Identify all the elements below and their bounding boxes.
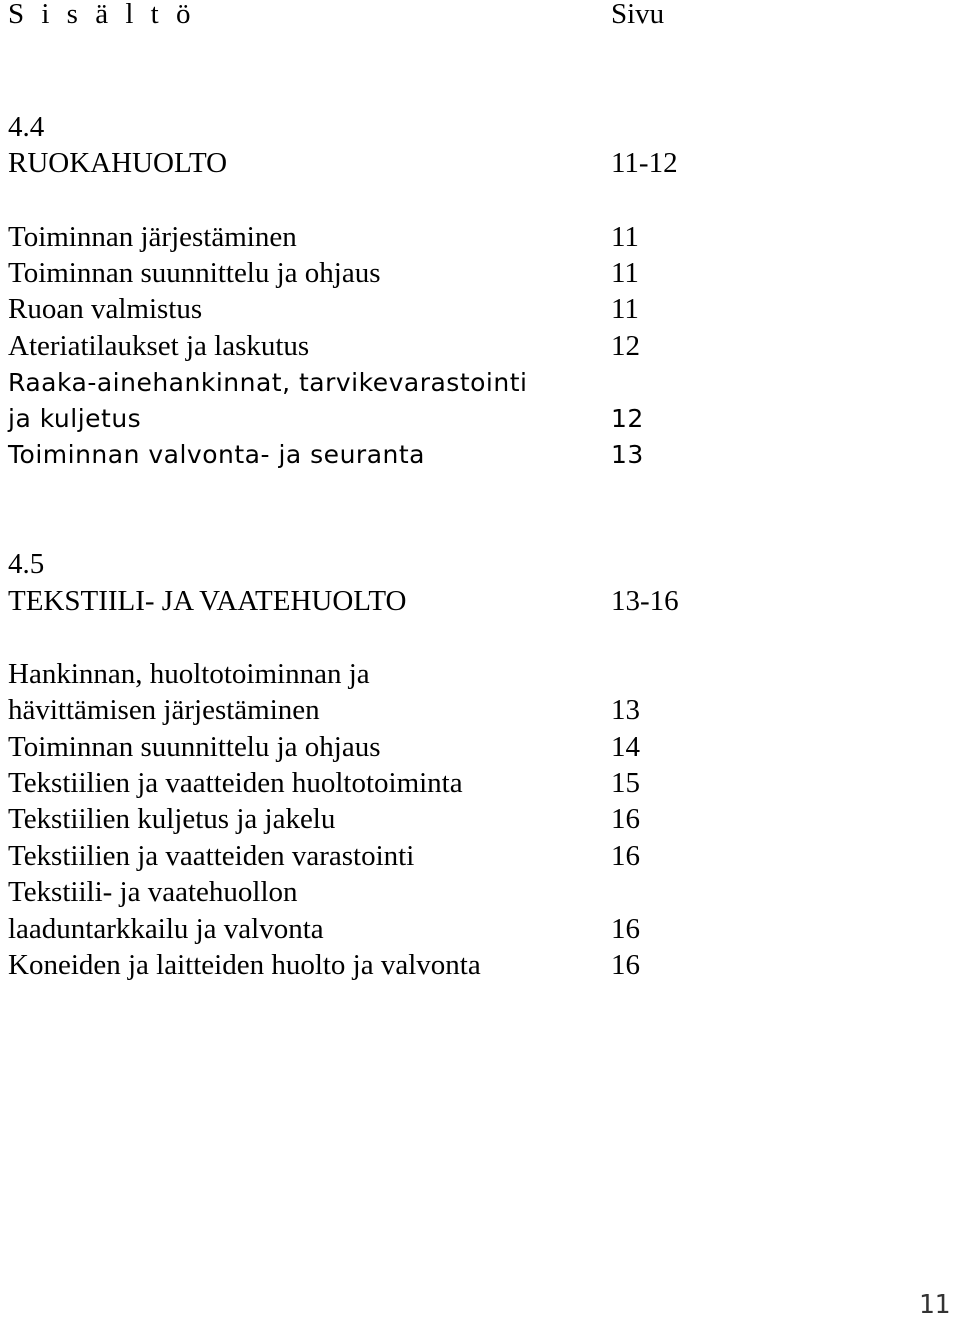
section-title: RUOKAHUOLTO [8,147,228,179]
section-title: TEKSTIILI- JA VAATEHUOLTO [8,585,407,617]
toc-entry: Hankinnan, huoltotoiminnan ja [8,658,370,690]
toc-entry-page: 12 [611,404,644,433]
toc-entry: hävittämisen järjestäminen [8,694,320,726]
toc-entry: Toiminnan suunnittelu ja ohjaus [8,731,381,763]
toc-entry-page: 12 [611,330,640,362]
toc-entry: Toiminnan valvonta- ja seuranta [8,440,425,469]
toc-entry: Tekstiilien ja vaatteiden varastointi [8,840,415,872]
toc-entry: Tekstiilien kuljetus ja jakelu [8,803,336,835]
toc-entry-page: 11 [611,293,639,325]
page-column-label: Sivu [611,0,665,30]
section-pages: 13-16 [611,585,679,617]
toc-entry-page: 13 [611,694,640,726]
toc-entry: Tekstiili- ja vaatehuollon [8,876,298,908]
toc-entry: Toiminnan järjestäminen [8,221,297,253]
toc-entry-page: 16 [611,913,640,945]
toc-entry-page: 15 [611,767,640,799]
toc-entry: Koneiden ja laitteiden huolto ja valvonta [8,949,481,981]
toc-entry-page: 16 [611,949,640,981]
section-number: 4.5 [8,548,45,580]
toc-entry-page: 16 [611,840,640,872]
toc-entry-page: 13 [611,440,644,469]
section-pages: 11-12 [611,147,678,179]
toc-title: S i s ä l t ö [8,0,196,30]
toc-entry-page: 14 [611,731,640,763]
toc-entry: Ruoan valmistus [8,293,203,325]
toc-entry: ja kuljetus [8,404,142,433]
toc-entry: Ateriatilaukset ja laskutus [8,330,310,362]
section-number: 4.4 [8,111,45,143]
page-number: 11 [918,1290,950,1320]
toc-entry-page: 11 [611,221,639,253]
toc-entry: Toiminnan suunnittelu ja ohjaus [8,257,381,289]
toc-entry: laaduntarkkailu ja valvonta [8,913,324,945]
toc-entry: Raaka-ainehankinnat, tarvikevarastointi [8,368,528,397]
toc-entry-page: 11 [611,257,639,289]
toc-entry-page: 16 [611,803,640,835]
toc-entry: Tekstiilien ja vaatteiden huoltotoiminta [8,767,463,799]
